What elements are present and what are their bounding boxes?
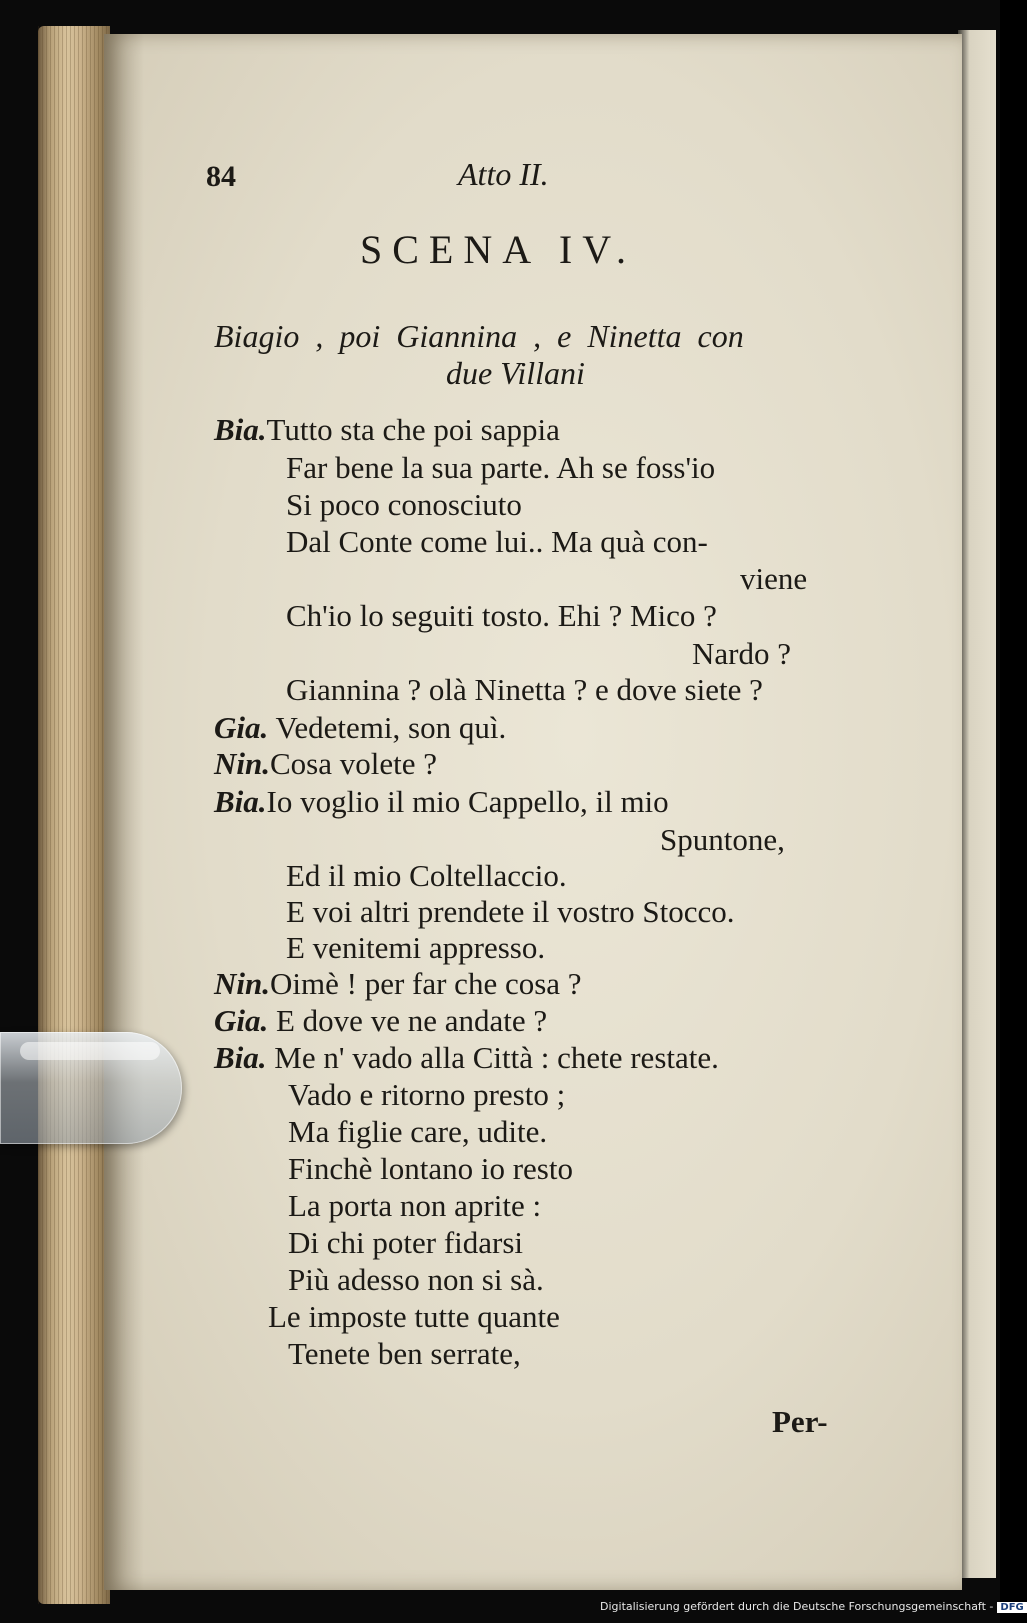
verse-line: [286, 524, 708, 560]
verse-text: Vado e ritorno presto ;: [288, 1077, 566, 1112]
page-edges-left: [38, 26, 110, 1604]
verse-line: [740, 561, 807, 597]
cast-list-line-2: due Villani: [446, 355, 585, 391]
running-head: Atto II.: [458, 156, 549, 192]
verse-text: viene: [740, 561, 808, 596]
gutter-shadow: [104, 34, 144, 1590]
page-edge-right: [958, 30, 996, 1578]
verse-text: Tutto sta che poi sappia: [266, 412, 560, 447]
verse-line: [214, 784, 669, 820]
cast-list-line-1: Biagio , poi Giannina , e Ninetta con: [214, 318, 744, 354]
verse-text: Me n' vado alla Città : chete restate.: [274, 1040, 719, 1075]
verse-text: Oimè ! per far che cosa ?: [270, 966, 582, 1001]
verse-line: [288, 1262, 544, 1298]
verse-line: [692, 636, 791, 672]
verse-line: [288, 1114, 547, 1150]
speaker-label: Bia.: [214, 412, 267, 447]
verse-text: E dove ve ne andate ?: [276, 1003, 548, 1038]
verse-text: E voi altri prendete il vostro Stocco.: [286, 894, 735, 929]
verse-line: [286, 672, 763, 708]
verse-text: Cosa volete ?: [270, 746, 438, 781]
verse-text: Giannina ? olà Ninetta ? e dove siete ?: [286, 672, 763, 707]
verse-text: E venitemi appresso.: [286, 930, 546, 965]
verse-text: Dal Conte come lui.. Ma quà con-: [286, 524, 708, 559]
speaker-label: Bia.: [214, 1040, 267, 1075]
speaker-label: Bia.: [214, 784, 267, 819]
scene-title: SCENA IV.: [360, 227, 636, 272]
verse-line: [288, 1225, 523, 1261]
verse-text: Ed il mio Coltellaccio.: [286, 858, 567, 893]
digitization-credit: [600, 1600, 1024, 1618]
verse-text: Si poco conosciuto: [286, 487, 522, 522]
verse-text: Ma figlie care, udite.: [288, 1114, 548, 1149]
dfg-logo: DFG: [997, 1602, 1026, 1613]
verse-text: Di chi poter fidarsi: [288, 1225, 524, 1260]
page-number: 84: [206, 160, 236, 193]
verse-line: [286, 487, 522, 523]
speaker-label: Nin.: [214, 746, 270, 781]
verse-line: [214, 710, 506, 746]
verse-line: [214, 746, 437, 782]
verse-text: Vedetemi, son quì.: [275, 710, 507, 745]
verse-line: [288, 1151, 573, 1187]
verse-text: Nardo ?: [692, 636, 791, 671]
verse-text: La porta non aprite :: [288, 1188, 542, 1223]
verse-line: [286, 598, 717, 634]
verse-line: [288, 1077, 565, 1113]
verse-line: [660, 822, 785, 858]
verse-text: Ch'io lo seguiti tosto. Ehi ? Mico ?: [286, 598, 717, 633]
verse-text: Più adesso non si sà.: [288, 1262, 544, 1297]
verse-line: [286, 894, 735, 930]
verse-line: [286, 930, 545, 966]
verse-line: [288, 1336, 521, 1372]
glass-page-weight: [0, 1032, 182, 1144]
verse-line: [286, 450, 715, 486]
verse-line: [268, 1299, 560, 1335]
verse-text: Io voglio il mio Cappello, il mio: [266, 784, 669, 819]
verse-line: [214, 966, 582, 1002]
verse-line: [214, 1003, 547, 1039]
catchword: Per-: [772, 1404, 828, 1439]
verse-line: [214, 1040, 719, 1076]
speaker-label: Nin.: [214, 966, 270, 1001]
verse-line: [286, 858, 567, 894]
verse-text: Far bene la sua parte. Ah se foss'io: [286, 450, 716, 485]
verse-text: Spuntone,: [660, 822, 785, 857]
verse-line: [288, 1188, 541, 1224]
verse-text: Tenete ben serrate,: [288, 1336, 521, 1371]
verse-line: [214, 412, 560, 448]
speaker-label: Gia.: [214, 1003, 269, 1038]
verse-text: Finchè lontano io resto: [288, 1151, 573, 1186]
credit-text: Digitalisierung gefördert durch die Deutsche Forschungsgemeinschaft -: [600, 1600, 994, 1613]
speaker-label: Gia.: [214, 710, 269, 745]
verse-text: Le imposte tutte quante: [268, 1299, 560, 1334]
